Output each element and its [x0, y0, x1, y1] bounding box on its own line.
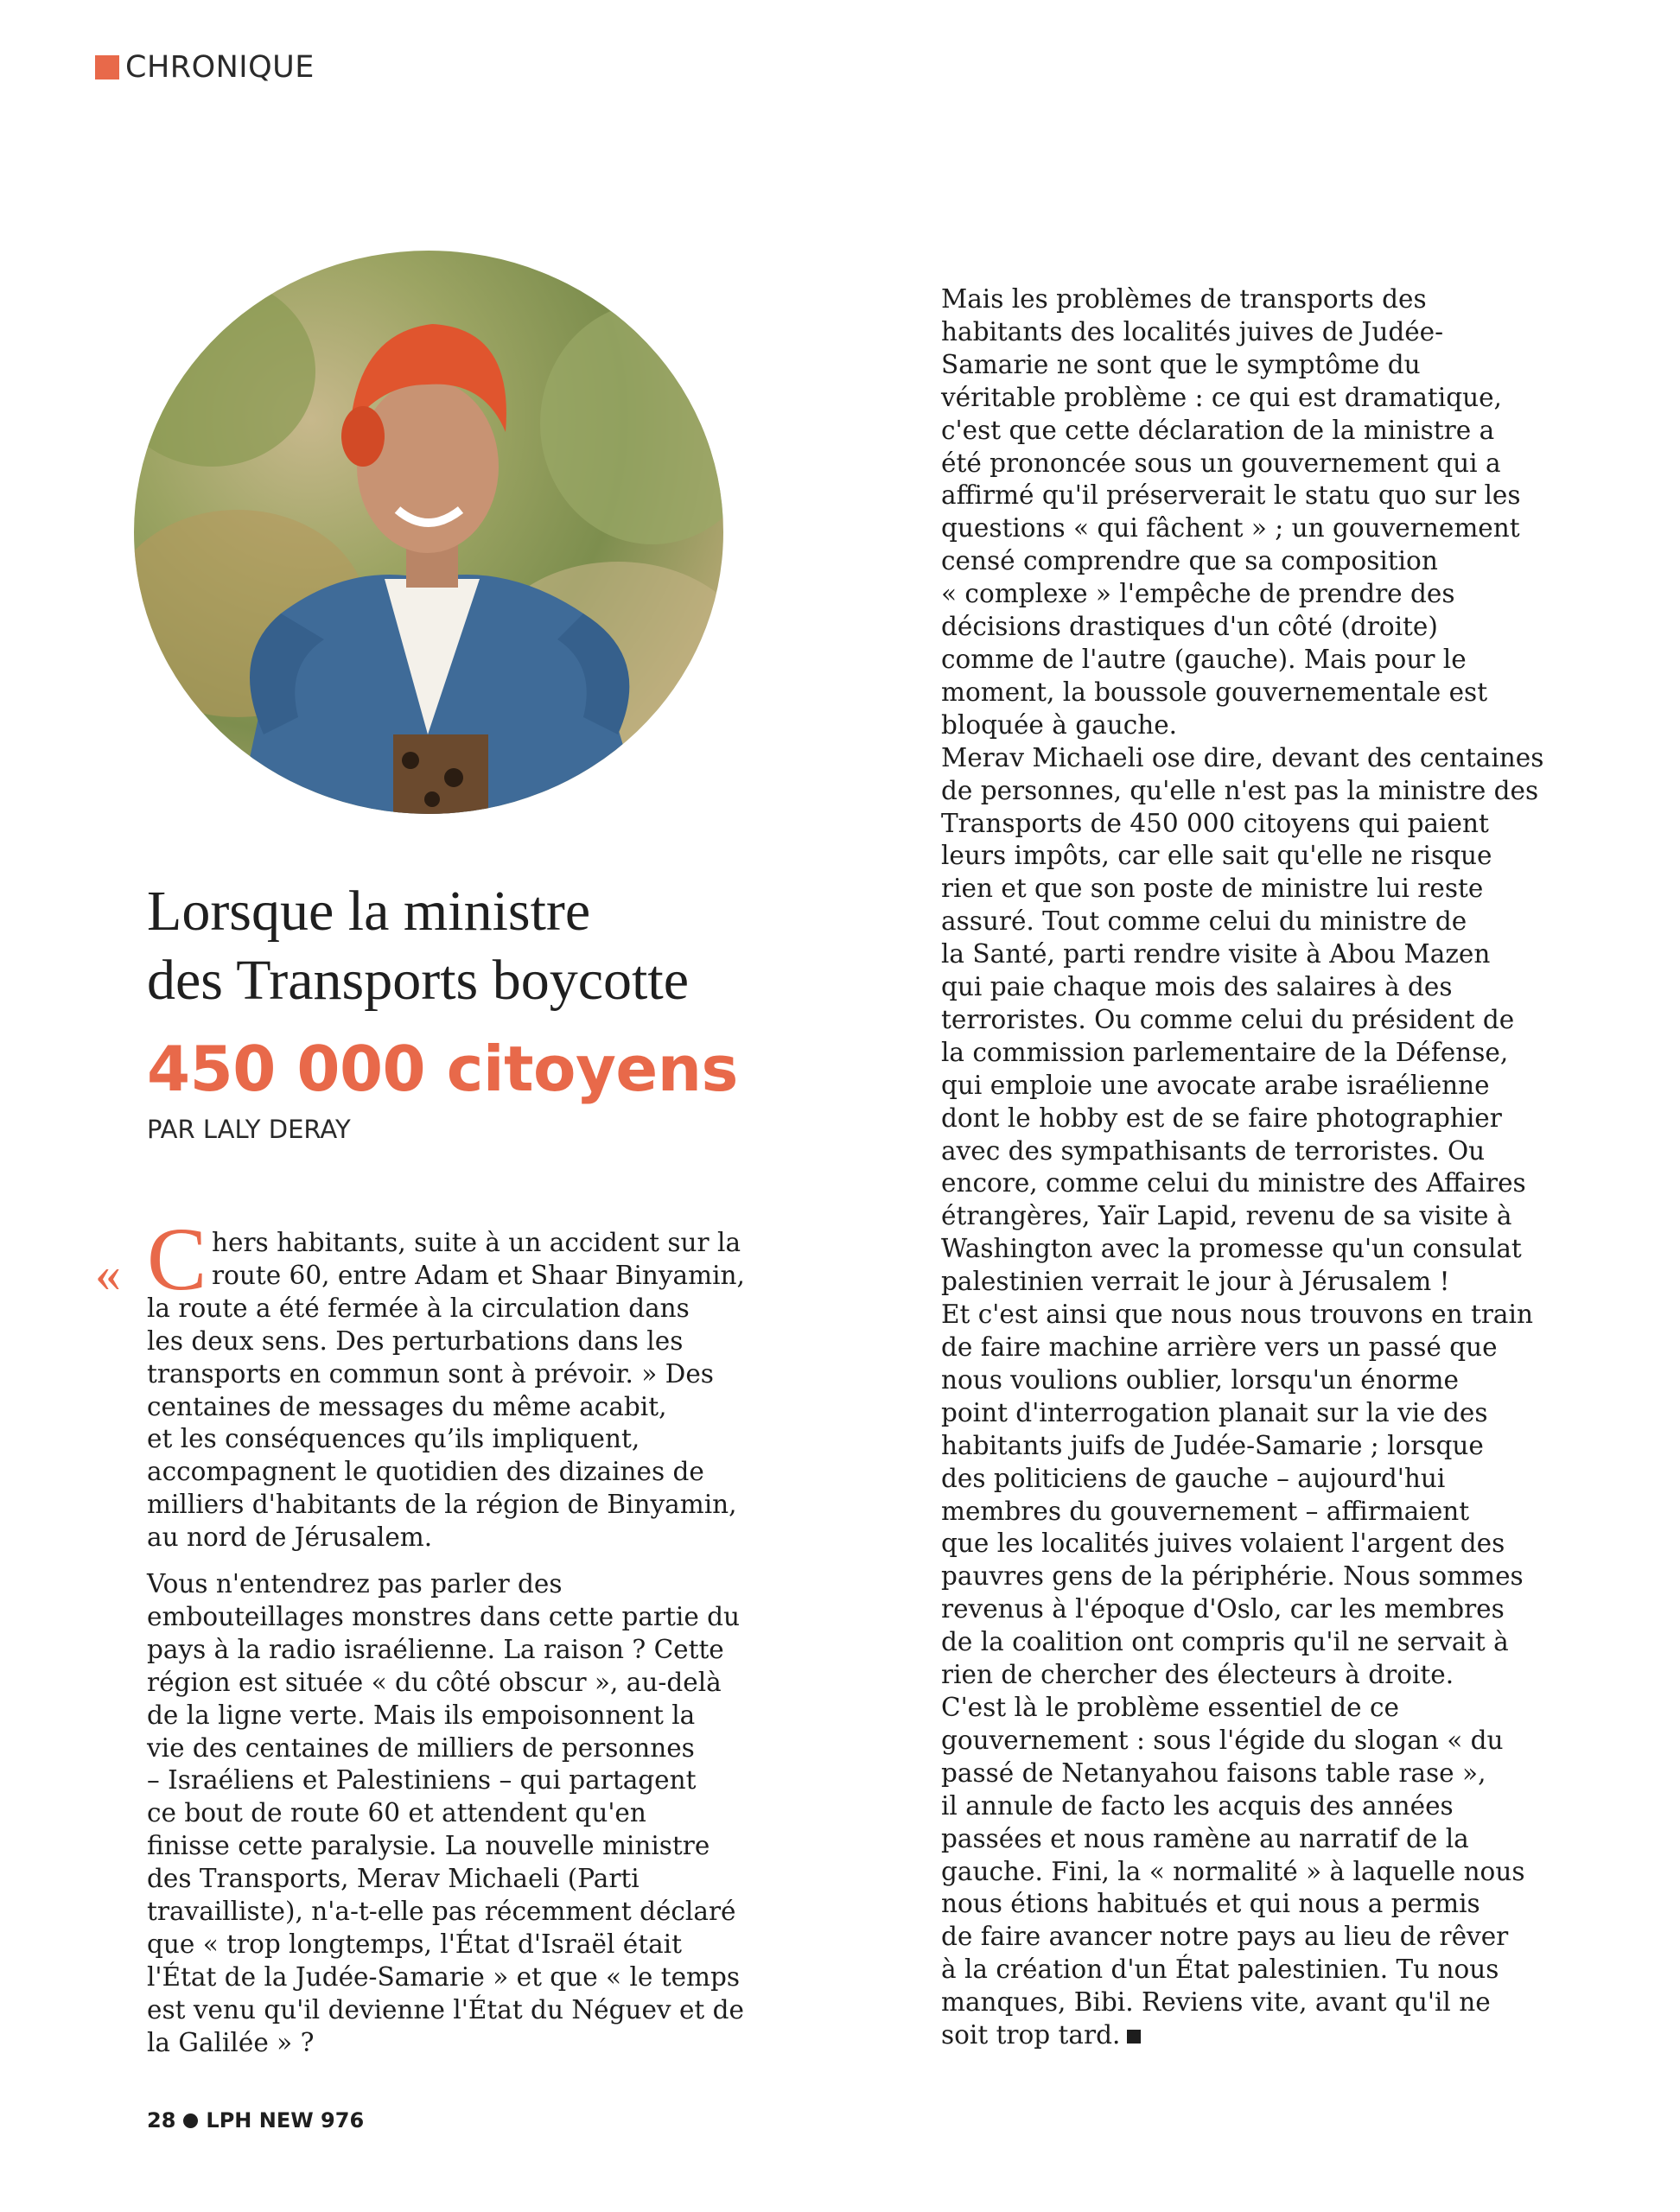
text-line: des Transports, Merav Michaeli (Parti: [147, 1864, 640, 1894]
text-line: nous voulions oublier, lorsqu'un énorme: [941, 1364, 1459, 1395]
intro-paragraph: [147, 1227, 752, 1554]
text-line: Merav Michaeli ose dire, devant des centaines: [941, 742, 1544, 772]
text-line: les deux sens. Des perturbations dans les: [147, 1325, 684, 1356]
text-line: la Santé, parti rendre visite à Abou Mazen: [941, 939, 1491, 969]
text-line: passé de Netanyahou faisons table rase »,: [941, 1758, 1486, 1788]
text-line: l'État de la Judée-Samarie » et que « le temps: [147, 1961, 741, 1992]
text-line: C'est là le problème essentiel de ce: [941, 1692, 1399, 1722]
text-line: à la création d'un État palestinien. Tu nous: [941, 1955, 1499, 1985]
text-line: c'est que cette déclaration de la ministre a: [941, 415, 1495, 445]
section-label: CHRONIQUE: [125, 50, 315, 85]
text-line: Transports de 450 000 citoyens qui paient: [941, 808, 1489, 838]
text-line: Vous n'entendrez pas parler des: [147, 1569, 563, 1599]
text-line: que les localités juives volaient l'argent des: [941, 1529, 1505, 1559]
drop-cap: C: [147, 1210, 207, 1309]
text-line: leurs impôts, car elle sait qu'elle ne risque: [941, 841, 1492, 871]
page-footer: [147, 2108, 364, 2133]
text-line: gauche. Fini, la « normalité » à laquelle nous: [941, 1856, 1525, 1886]
text-line: région est située « du côté obscur », au-delà: [147, 1667, 722, 1697]
text-line: habitants juifs de Judée-Samarie ; lorsque: [941, 1430, 1484, 1460]
text-line: vie des centaines de milliers de personnes: [147, 1732, 695, 1763]
publication-name: LPH NEW 976: [206, 2108, 365, 2133]
text-line: « complexe » l'empêche de prendre des: [941, 579, 1455, 609]
section-tag: [95, 50, 315, 85]
text-line: ce bout de route 60 et attendent qu'en: [147, 1798, 646, 1828]
title-line: Lorsque la ministre: [147, 880, 591, 943]
text-line: la route a été fermée à la circulation dans: [147, 1293, 690, 1323]
text-line: de la ligne verte. Mais ils empoisonnent la: [147, 1700, 696, 1730]
text-line: habitants des localités juives de Judée-: [941, 316, 1444, 346]
title-line: des Transports boycotte: [147, 949, 689, 1012]
text-line: soit trop tard.: [941, 2019, 1546, 2052]
text-line: moment, la boussole gouvernementale est: [941, 677, 1488, 707]
byline: PAR LALY DERAY: [147, 1115, 351, 1144]
text-line: manques, Bibi. Reviens vite, avant qu'il ne: [941, 1987, 1491, 2018]
text-line: qui emploie une avocate arabe israélienne: [941, 1070, 1490, 1100]
text-line: rien de chercher des électeurs à droite.: [941, 1660, 1454, 1690]
page-number: 28: [147, 2108, 176, 2133]
text-line: accompagnent le quotidien des dizaines de: [147, 1457, 704, 1487]
portrait-illustration: [134, 251, 723, 814]
text-line: pauvres gens de la périphérie. Nous sommes: [941, 1561, 1524, 1592]
text-line: au nord de Jérusalem.: [147, 1522, 433, 1553]
footer-bullet: [183, 2113, 198, 2128]
text-line: Samarie ne sont que le symptôme du: [941, 349, 1421, 379]
section-marker: [95, 55, 119, 79]
text-line: route 60, entre Adam et Shaar Binyamin,: [212, 1260, 745, 1290]
text-line: qui paie chaque mois des salaires à des: [941, 972, 1453, 1002]
text-line: gouvernement : sous l'égide du slogan « du: [941, 1725, 1504, 1755]
text-line: étrangères, Yaïr Lapid, revenu de sa visite à: [941, 1201, 1512, 1231]
text-line: des politiciens de gauche – aujourd'hui: [941, 1463, 1446, 1493]
text-line: passées et nous ramène au narratif de la: [941, 1823, 1469, 1853]
text-line: travailliste), n'a-t-elle pas récemment déclaré: [147, 1897, 736, 1927]
text-line: rien et que son poste de ministre lui reste: [941, 874, 1484, 904]
text-line: hers habitants, suite à un accident sur la: [212, 1228, 741, 1257]
text-line: embouteillages monstres dans cette partie du: [147, 1601, 741, 1631]
text-line: été prononcée sous un gouvernement qui a: [941, 448, 1501, 478]
text-line: la Galilée » ?: [147, 2027, 315, 2057]
text-line: questions « qui fâchent » ; un gouvernement: [941, 513, 1520, 543]
article-title-accent: 450 000 citoyens: [147, 1033, 738, 1105]
text-line: la commission parlementaire de la Défense,: [941, 1037, 1509, 1067]
text-line: de personnes, qu'elle n'est pas la ministre des: [941, 775, 1539, 805]
text-line: finisse cette paralysie. La nouvelle ministre: [147, 1831, 710, 1861]
text-line: affirmé qu'il préserverait le statu quo sur les: [941, 480, 1521, 511]
text-line: palestinien verrait le jour à Jérusalem !: [941, 1267, 1450, 1297]
text-line: nous étions habitués et qui nous a permis: [941, 1889, 1480, 1919]
text-line: que « trop longtemps, l'État d'Israël était: [147, 1929, 682, 1959]
text-line: point d'interrogation planait sur la vie des: [941, 1397, 1488, 1427]
text-line: assuré. Tout comme celui du ministre de: [941, 906, 1467, 937]
end-of-article-mark: [1127, 2030, 1141, 2044]
text-line: transports en commun sont à prévoir. » Des: [147, 1358, 714, 1389]
open-quote-mark: «: [95, 1245, 121, 1302]
author-portrait: [134, 251, 723, 814]
text-line: censé comprendre que sa composition: [941, 546, 1438, 576]
text-line: bloquée à gauche.: [941, 709, 1178, 740]
text-line: de faire avancer notre pays au lieu de rêver: [941, 1922, 1509, 1952]
text-line: de la coalition ont compris qu'il ne servait à: [941, 1627, 1509, 1657]
text-line: membres du gouvernement – affirmaient: [941, 1496, 1470, 1526]
text-line: Washington avec la promesse qu'un consulat: [941, 1234, 1522, 1264]
text-line: décisions drastiques d'un côté (droite): [941, 612, 1438, 642]
text-line: avec des sympathisants de terroristes. Ou: [941, 1135, 1486, 1166]
text-line: il annule de facto les acquis des années: [941, 1790, 1454, 1821]
right-column: [941, 283, 1546, 2052]
text-line: terroristes. Ou comme celui du président de: [941, 1004, 1515, 1034]
text-line: dont le hobby est de se faire photographier: [941, 1103, 1502, 1133]
text-line: milliers d'habitants de la région de Binyamin,: [147, 1490, 737, 1520]
text-line: de faire machine arrière vers un passé que: [941, 1332, 1498, 1362]
text-line: Et c'est ainsi que nous nous trouvons en train: [941, 1300, 1533, 1330]
text-line: – Israéliens et Palestiniens – qui partagent: [147, 1765, 697, 1796]
text-line: est venu qu'il devienne l'État du Néguev et de: [147, 1994, 745, 2024]
text-line: centaines de messages du même acabit,: [147, 1391, 667, 1421]
text-line: pays à la radio israélienne. La raison ? Cette: [147, 1634, 724, 1664]
text-line: revenus à l'époque d'Oslo, car les membres: [941, 1594, 1505, 1624]
text-line: comme de l'autre (gauche). Mais pour le: [941, 644, 1467, 674]
text-line: et les conséquences qu’ils impliquent,: [147, 1424, 640, 1454]
text-line: Mais les problèmes de transports des: [941, 284, 1427, 314]
text-line: véritable problème : ce qui est dramatique,: [941, 382, 1502, 412]
text-line: encore, comme celui du ministre des Affaires: [941, 1168, 1526, 1198]
second-paragraph: [147, 1568, 752, 2060]
article-title: [147, 877, 786, 1015]
